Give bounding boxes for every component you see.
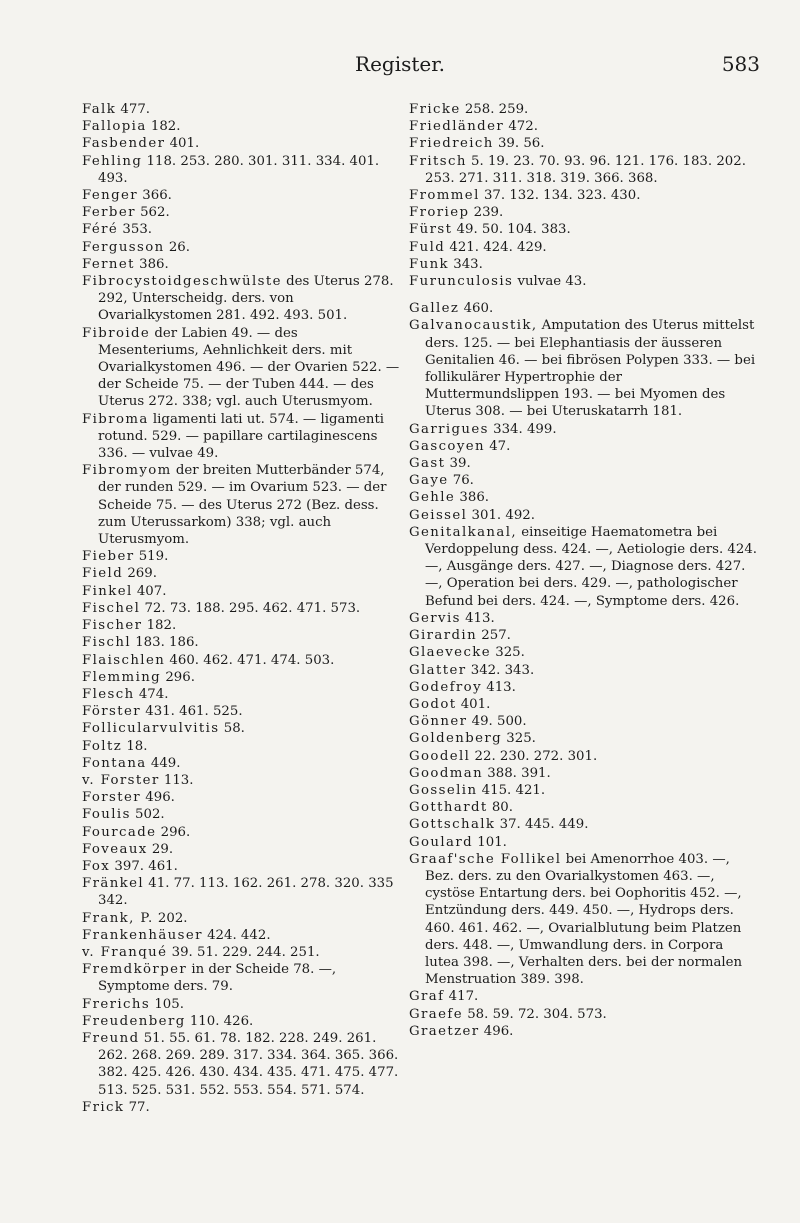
index-entry: [82, 858, 402, 875]
entry-term: Funk: [409, 256, 450, 272]
index-entry: [82, 772, 402, 789]
index-entry: [82, 617, 402, 634]
index-entry: [409, 765, 759, 782]
entry-references: der breiten Mutterbänder 574, der runden 529. — im Ovarium 523. — der Scheide 75. — des Uterus 272 (Bez. dess. zum Uterussarkom) 338; vgl. auch Uterusmyom.: [98, 463, 387, 548]
entry-references: Amputation des Uterus mittelst ders. 125. — bei Elephantiasis der äusseren Genitalien 46. — bei fibrösen Polypen 333. — bei follikulärer Hypertrophie der Muttermundslippen 193. — bei Myomen des Uterus 308. — bei Uteruskatarrh 181.: [425, 318, 756, 420]
entry-references: 421. 424. 429.: [445, 239, 547, 255]
entry-references: 113.: [159, 772, 194, 788]
index-entry: [409, 239, 759, 256]
entry-term: Follicularvulvitis: [82, 721, 220, 737]
index-entry: [409, 834, 759, 851]
entry-references: 39. 51. 229. 244. 251.: [167, 944, 320, 960]
entry-references: 77.: [124, 1099, 150, 1115]
entry-term: Fibroide: [82, 325, 151, 341]
index-entry: [82, 686, 402, 703]
entry-term: Förster: [82, 704, 142, 720]
entry-references: 118. 253. 280. 301. 311. 334. 401. 493.: [98, 153, 380, 186]
entry-term: Frommel: [409, 188, 480, 204]
index-entry: [409, 472, 759, 489]
left-column: [82, 101, 402, 1116]
index-entry: [82, 187, 402, 204]
index-entry: [409, 730, 759, 747]
index-entry: [82, 101, 402, 118]
page-title: Register.: [355, 52, 445, 76]
entry-term: Flaischlen: [82, 652, 166, 668]
index-entry: [82, 910, 402, 927]
index-entry: [409, 153, 759, 187]
index-entry: [409, 748, 759, 765]
index-entry: [82, 669, 402, 686]
index-entry: [409, 662, 759, 679]
entry-term: Friedländer: [409, 119, 505, 135]
entry-references: 413.: [482, 679, 516, 695]
index-entry: [409, 696, 759, 713]
entry-term: Gönner: [409, 714, 468, 730]
entry-references: 5. 19. 23. 70. 93. 96. 121. 176. 183. 202. 253. 271. 311. 318. 319. 366. 368.: [425, 153, 746, 186]
index-entry: [82, 806, 402, 823]
index-entry: [82, 824, 402, 841]
index-entry: [82, 1030, 402, 1099]
entry-references: 353.: [118, 222, 153, 238]
index-entry: [82, 548, 402, 565]
index-entry: [409, 713, 759, 730]
index-entry: [82, 411, 402, 463]
index-entry: [409, 644, 759, 661]
entry-term: Geissel: [409, 507, 468, 523]
index-entry: [82, 135, 402, 152]
index-entry: [82, 256, 402, 273]
entry-references: 388. 391.: [483, 765, 551, 781]
entry-term: Fischer: [82, 618, 143, 634]
index-entry: [409, 1023, 759, 1040]
entry-references: bei Amenorrhoe 403. —, Bez. ders. zu den Ovarialkystomen 463. —, cystöse Entartung ders. bei Oophoritis 452. —, Entzündung ders. 449. 450. —, Hydrops ders. 460. 461. 462. —, Ovarialblutung beim Platzen ders. 448. —, Umwandlung ders. in Corpora lutea 398. —, Verhalten ders. bei der normalen Menstruation 389. 398.: [425, 851, 743, 988]
index-entry: [409, 438, 759, 455]
entry-term: Graf: [409, 989, 445, 1005]
entry-term: Foltz: [82, 738, 123, 754]
entry-references: in der Scheide 78. —, Symptome ders. 79.: [98, 962, 337, 995]
entry-references: 58.: [219, 721, 245, 737]
index-entry: [82, 221, 402, 238]
page-number: 583: [721, 52, 760, 76]
entry-references: 182.: [142, 618, 177, 634]
index-entry: [409, 799, 759, 816]
index-entry: [82, 325, 402, 411]
index-entry: [82, 961, 402, 995]
entry-references: 386.: [134, 256, 169, 272]
entry-term: Fenger: [82, 188, 139, 204]
entry-references: 496.: [141, 790, 175, 806]
index-entry: [409, 421, 759, 438]
entry-term: v. Franqué: [82, 944, 168, 960]
entry-references: 49. 50. 104. 383.: [452, 222, 571, 238]
entry-term: Gallez: [409, 301, 460, 317]
index-entry: [409, 101, 759, 118]
entry-references: 413.: [460, 610, 495, 626]
section-gap: [409, 290, 759, 300]
entry-references: 202.: [153, 910, 188, 926]
index-entry: [409, 317, 759, 420]
entry-term: Fränkel: [82, 876, 145, 892]
entry-references: 472.: [504, 119, 538, 135]
entry-term: Gervis: [409, 610, 461, 626]
entry-references: 407.: [132, 583, 167, 599]
entry-term: Fernet: [82, 256, 135, 272]
entry-references: 397. 461.: [110, 858, 178, 874]
index-entry: [409, 118, 759, 135]
entry-term: Gotthardt: [409, 800, 488, 816]
entry-term: Gehle: [409, 490, 456, 506]
entry-term: Godefroy: [409, 679, 483, 695]
entry-references: 41. 77. 113. 162. 261. 278. 320. 335 342.: [98, 876, 394, 909]
index-entry: [409, 187, 759, 204]
entry-references: 366.: [138, 188, 172, 204]
index-entry: [409, 489, 759, 506]
index-entry: [409, 988, 759, 1005]
entry-references: der Labien 49. — des Mesenteriums, Aehnlichkeit ders. mit Ovarialkystomen 496. — der Ovarien 522. — der Scheide 75. — der Tuben 444. — des Uterus 272. 338; vgl. auch Uterusmyom.: [98, 325, 400, 410]
entry-references: 424. 442.: [202, 927, 271, 943]
entry-references: 37. 445. 449.: [495, 817, 589, 833]
entry-term: Fibromyom: [82, 463, 172, 479]
entry-term: Fibroma: [82, 411, 149, 427]
entry-references: 460.: [459, 301, 494, 317]
entry-references: 26.: [164, 239, 190, 255]
index-entry: [82, 583, 402, 600]
index-entry: [82, 996, 402, 1013]
entry-references: 18.: [122, 738, 148, 754]
entry-term: Frick: [82, 1099, 125, 1115]
entry-references: 47.: [484, 438, 511, 454]
entry-references: 296.: [161, 669, 195, 685]
entry-term: Gottschalk: [409, 817, 496, 833]
index-entry: [409, 524, 759, 610]
entry-term: Frankenhäuser: [82, 927, 203, 943]
index-entry: [82, 634, 402, 651]
entry-references: 562.: [135, 205, 170, 221]
index-entry: [82, 789, 402, 806]
entry-references: 101.: [473, 834, 507, 850]
index-entry: [82, 927, 402, 944]
entry-term: Girardin: [409, 628, 478, 644]
index-entry: [409, 204, 759, 221]
entry-term: Fischel: [82, 600, 141, 616]
entry-references: 301. 492.: [467, 507, 535, 523]
entry-references: 415. 421.: [477, 782, 546, 798]
index-entry: [409, 455, 759, 472]
entry-term: Gascoyen: [409, 438, 485, 454]
entry-term: Furunculosis: [409, 274, 514, 290]
entry-references: 325.: [502, 731, 536, 747]
entry-term: Galvanocaustik,: [409, 318, 538, 334]
entry-references: 431. 461. 525.: [141, 704, 243, 720]
index-entry: [82, 153, 402, 187]
entry-references: 49. 500.: [467, 714, 527, 730]
entry-term: Ferber: [82, 205, 136, 221]
entry-term: Fremdkörper: [82, 962, 188, 978]
entry-references: 22. 230. 272. 301.: [470, 748, 598, 764]
entry-references: 51. 55. 61. 78. 182. 228. 249. 261. 262. 268. 269. 289. 317. 334. 364. 365. 366. 382. 425. 426. 430. 434. 435. 471. 475. 477. 513. 525. 531. 552. 553. 554. 571. 574.: [98, 1030, 399, 1098]
entry-references: 449.: [146, 755, 181, 771]
entry-term: Graefe: [409, 1006, 463, 1022]
index-entry: [409, 851, 759, 989]
entry-term: Goodman: [409, 765, 484, 781]
entry-term: Falk: [82, 102, 117, 117]
entry-term: Foulis: [82, 807, 131, 823]
entry-references: 39.: [445, 456, 471, 472]
index-entry: [409, 273, 759, 290]
index-entry: [82, 703, 402, 720]
index-entry: [82, 1099, 402, 1116]
entry-references: 29.: [147, 841, 174, 857]
entry-references: 257.: [477, 628, 511, 644]
entry-references: 105.: [150, 996, 184, 1012]
entry-term: Freund: [82, 1030, 140, 1046]
entry-references: 502.: [130, 807, 165, 823]
entry-references: vulvae 43.: [513, 274, 587, 290]
entry-references: 325.: [491, 645, 525, 661]
entry-term: Fürst: [409, 222, 453, 238]
entry-term: Finkel: [82, 583, 133, 599]
entry-term: Graaf'sche Follikel: [409, 851, 562, 867]
index-entry: [82, 565, 402, 582]
entry-term: Glaevecke: [409, 645, 492, 661]
entry-references: 417.: [444, 989, 479, 1005]
entry-term: Goodell: [409, 748, 471, 764]
entry-references: 386.: [455, 490, 490, 506]
index-entry: [82, 738, 402, 755]
entry-term: Fischl: [82, 635, 131, 651]
index-entry: [409, 300, 759, 317]
entry-references: 296.: [156, 824, 191, 840]
entry-term: Fehling: [82, 153, 143, 169]
entry-term: Fuld: [409, 239, 446, 255]
entry-term: Flesch: [82, 686, 135, 702]
entry-references: 239.: [469, 205, 504, 221]
index-entry: [82, 652, 402, 669]
entry-term: Garrigues: [409, 421, 489, 437]
entry-references: 401.: [456, 696, 491, 712]
entry-term: Gast: [409, 456, 446, 472]
entry-term: Flemming: [82, 669, 162, 685]
entry-term: Fibrocystoidgeschwülste: [82, 274, 282, 290]
entry-term: Frank, P.: [82, 910, 154, 926]
index-entry: [82, 462, 402, 548]
entry-references: 182.: [146, 119, 181, 135]
entry-term: Fox: [82, 858, 111, 874]
index-entry: [409, 816, 759, 833]
entry-term: Godot: [409, 696, 457, 712]
entry-term: Field: [82, 566, 124, 582]
entry-term: Frerichs: [82, 996, 151, 1012]
entry-references: 477.: [116, 102, 151, 117]
index-entry: [409, 256, 759, 273]
entry-references: 343.: [449, 256, 483, 272]
index-entry: [82, 118, 402, 135]
entry-references: 496.: [479, 1023, 514, 1039]
index-entry: [82, 944, 402, 961]
entry-references: 76.: [448, 473, 474, 489]
entry-references: 474.: [134, 686, 169, 702]
index-entry: [409, 1006, 759, 1023]
entry-term: Fritsch: [409, 153, 467, 169]
entry-term: Gosselin: [409, 782, 478, 798]
entry-term: Graetzer: [409, 1023, 480, 1039]
entry-references: ligamenti lati ut. 574. — ligamenti rotund. 529. — papillare cartilaginescens 336. — vulvae 49.: [98, 411, 385, 462]
entry-references: 183. 186.: [130, 635, 199, 651]
index-entry: [409, 782, 759, 799]
entry-references: 519.: [134, 549, 169, 565]
index-entry: [82, 755, 402, 772]
index-entry: [409, 221, 759, 238]
entry-term: Fasbender: [82, 136, 166, 152]
entry-term: Genitalkanal,: [409, 524, 517, 540]
entry-term: Glatter: [409, 662, 467, 678]
index-entry: [82, 273, 402, 325]
entry-references: 460. 462. 471. 474. 503.: [165, 652, 335, 668]
index-entry: [82, 875, 402, 909]
entry-term: Foveaux: [82, 841, 148, 857]
entry-term: Goulard: [409, 834, 474, 850]
entry-term: Gaye: [409, 473, 449, 489]
index-entry: [409, 610, 759, 627]
entry-term: Freudenberg: [82, 1013, 186, 1029]
index-entry: [82, 720, 402, 737]
entry-term: Féré: [82, 222, 119, 238]
entry-references: 258. 259.: [460, 102, 529, 117]
entry-references: 342. 343.: [466, 662, 535, 678]
entry-references: 58. 59. 72. 304. 573.: [462, 1006, 607, 1022]
entry-references: 80.: [487, 800, 513, 816]
index-entry: [409, 507, 759, 524]
entry-references: 37. 132. 134. 323. 430.: [479, 188, 641, 204]
entry-references: 401.: [165, 136, 200, 152]
index-entry: [409, 679, 759, 696]
entry-term: Goldenberg: [409, 731, 503, 747]
index-entry: [82, 204, 402, 221]
entry-references: 269.: [123, 566, 157, 582]
entry-references: 110. 426.: [185, 1013, 254, 1029]
index-entry: [82, 239, 402, 256]
entry-references: 334. 499.: [488, 421, 557, 437]
entry-term: Fontana: [82, 755, 147, 771]
index-entry: [82, 1013, 402, 1030]
entry-references: 72. 73. 188. 295. 462. 471. 573.: [140, 600, 361, 616]
entry-references: 39. 56.: [493, 136, 545, 152]
entry-references: des Uterus 278. 292, Unterscheidg. ders. von Ovarialkystomen 281. 492. 493. 501.: [98, 274, 394, 324]
index-entry: [82, 600, 402, 617]
entry-term: v. Forster: [82, 772, 160, 788]
entry-references: einseitige Haematometra bei Verdoppelung dess. 424. —, Aetiologie ders. 424. —, Ausgänge ders. 427. —, Diagnose ders. 427. —, Operation bei ders. 429. —, pathologischer Befund bei ders. 424. —, Symptome ders. 426.: [425, 524, 758, 609]
entry-term: Friedreich: [409, 136, 494, 152]
entry-term: Forster: [82, 790, 142, 806]
entry-term: Fricke: [409, 102, 461, 117]
entry-term: Fergusson: [82, 239, 165, 255]
index-entry: [82, 841, 402, 858]
index-entry: [409, 135, 759, 152]
entry-term: Fallopia: [82, 119, 147, 135]
entry-term: Fourcade: [82, 824, 157, 840]
entry-term: Fieber: [82, 549, 135, 565]
index-entry: [409, 627, 759, 644]
entry-term: Froriep: [409, 205, 470, 221]
right-column: [409, 101, 759, 1040]
